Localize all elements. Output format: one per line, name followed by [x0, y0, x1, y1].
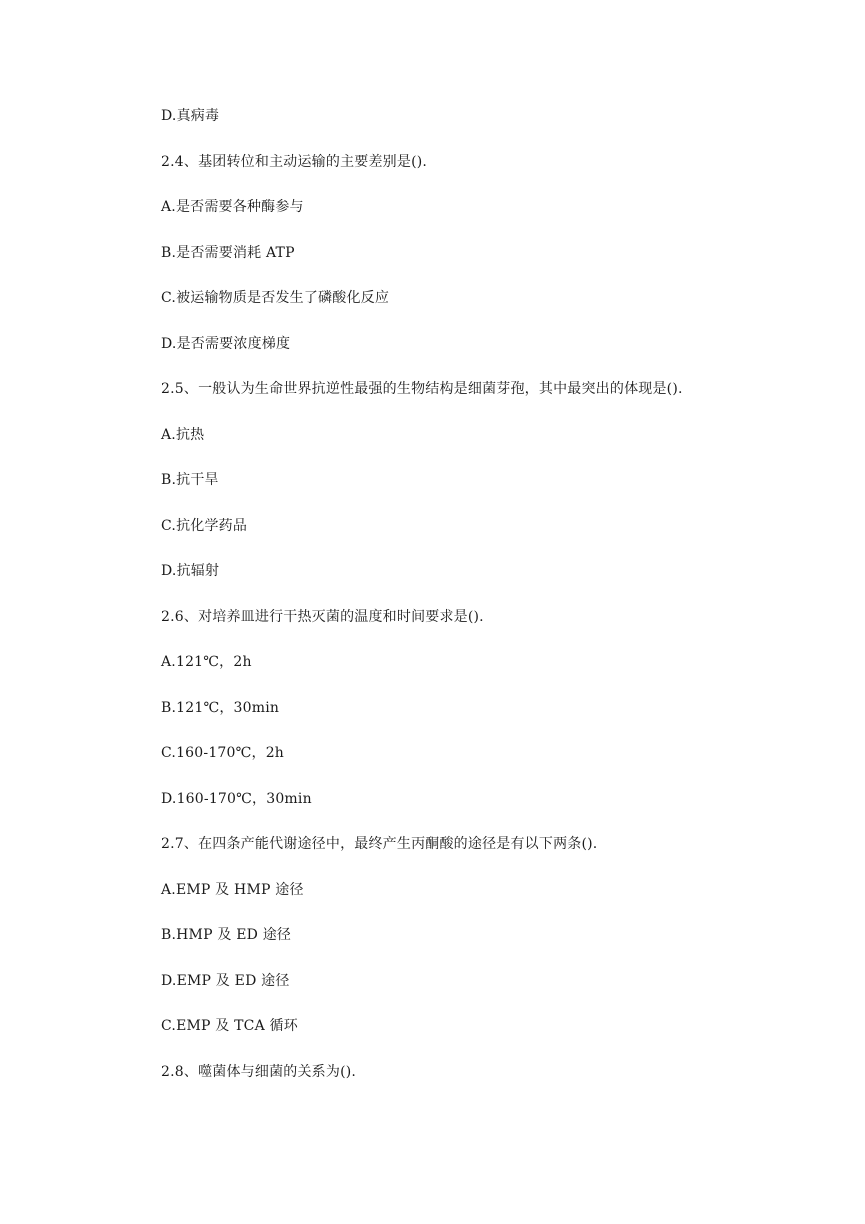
option-d-2-7: D.EMP 及 ED 途径 [161, 973, 290, 989]
question-2-4: 2.4、基团转位和主动运输的主要差别是(). [161, 154, 428, 170]
option-a-2-6: A.121℃，2h [161, 654, 252, 670]
option-d-2-3: D.真病毒 [161, 108, 220, 124]
option-d-2-6: D.160-170℃，30min [161, 791, 312, 807]
option-c-2-6: C.160-170℃，2h [161, 745, 285, 761]
question-2-5: 2.5、一般认为生命世界抗逆性最强的生物结构是细菌芽孢，其中最突出的体现是(). [161, 381, 683, 397]
question-2-8: 2.8、噬菌体与细菌的关系为(). [161, 1064, 357, 1080]
option-b-2-5: B.抗干旱 [161, 472, 219, 488]
option-c-2-5: C.抗化学药品 [161, 518, 248, 534]
question-2-7: 2.7、在四条产能代谢途径中，最终产生丙酮酸的途径是有以下两条(). [161, 836, 598, 852]
option-d-2-5: D.抗辐射 [161, 563, 220, 579]
option-d-2-4: D.是否需要浓度梯度 [161, 336, 291, 352]
option-a-2-4: A.是否需要各种酶参与 [161, 199, 304, 215]
option-b-2-4: B.是否需要消耗 ATP [161, 245, 295, 261]
option-c-2-4: C.被运输物质是否发生了磷酸化反应 [161, 290, 390, 306]
option-a-2-5: A.抗热 [161, 427, 205, 443]
option-c-2-7: C.EMP 及 TCA 循环 [161, 1018, 298, 1034]
option-b-2-7: B.HMP 及 ED 途径 [161, 927, 292, 943]
question-2-6: 2.6、对培养皿进行干热灭菌的温度和时间要求是(). [161, 609, 484, 625]
option-a-2-7: A.EMP 及 HMP 途径 [161, 882, 304, 898]
option-b-2-6: B.121℃，30min [161, 700, 280, 716]
